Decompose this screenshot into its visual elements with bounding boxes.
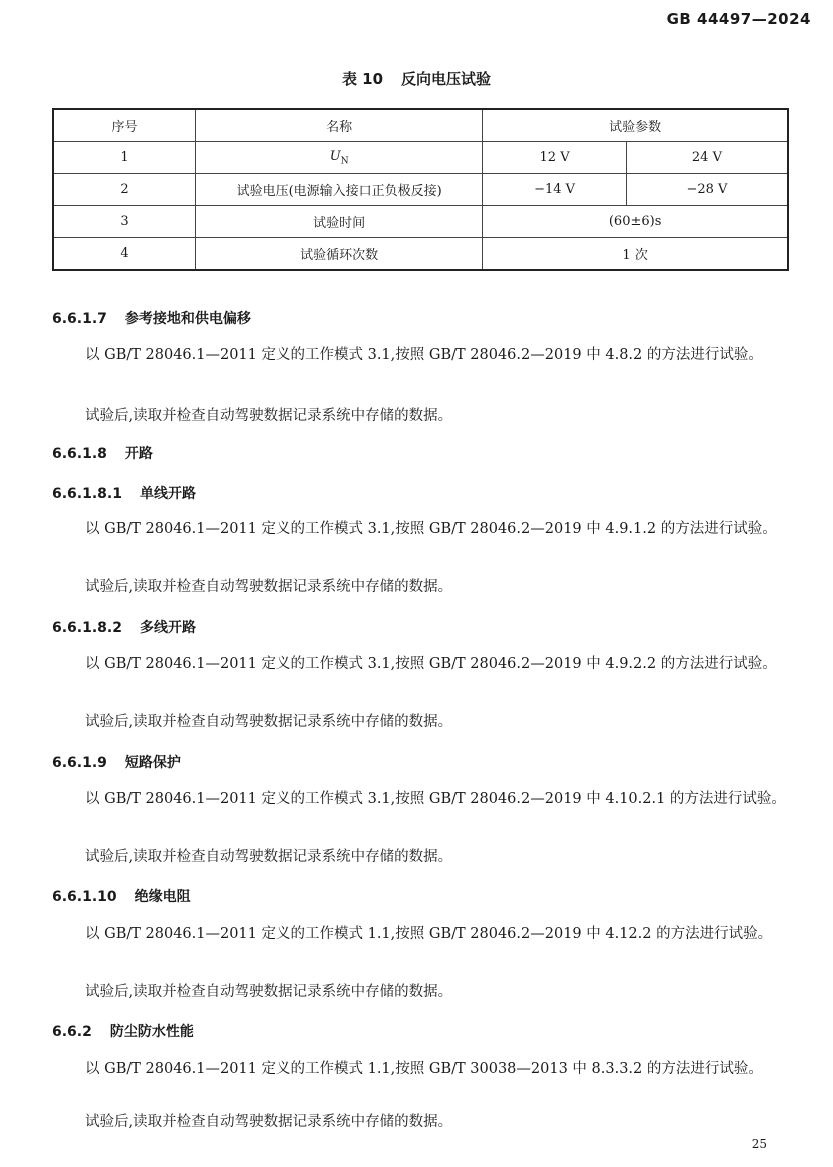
cell-value-24v: −28 V xyxy=(626,174,788,206)
cell-value-12v: 12 V xyxy=(483,142,627,174)
cell-value: (60±6)s xyxy=(483,206,788,238)
table-caption-text: 反向电压试验 xyxy=(401,70,492,88)
cell-value-24v: 24 V xyxy=(626,142,788,174)
section-after-text: 试验后,读取并检查自动驾驶数据记录系统中存储的数据。 xyxy=(85,579,453,595)
cell-name: 试验电压(电源输入接口正负极反接) xyxy=(196,174,483,206)
nominal-voltage-symbol: $U_N$ xyxy=(329,148,349,167)
section-heading: 6.6.1.10 绝缘电阻 xyxy=(52,889,191,905)
section-body: 以 GB/T 28046.1—2011 定义的工作模式 3.1,按照 GB/T 28046.2—2019 中 4.9.2.2 的方法进行试验。 xyxy=(85,656,777,672)
header-no: 序号 xyxy=(53,109,196,142)
reverse-voltage-table xyxy=(52,108,789,271)
cell-name: 试验循环次数 xyxy=(196,238,483,271)
section-after-text: 试验后,读取并检查自动驾驶数据记录系统中存储的数据。 xyxy=(85,714,453,730)
section-body: 以 GB/T 28046.1—2011 定义的工作模式 1.1,按照 GB/T 30038—2013 中 8.3.3.2 的方法进行试验。 xyxy=(85,1061,763,1077)
standard-number: GB 44497—2024 xyxy=(666,10,811,28)
cell-value: 1 次 xyxy=(483,238,788,271)
section-body: 以 GB/T 28046.1—2011 定义的工作模式 3.1,按照 GB/T 28046.2—2019 中 4.10.2.1 的方法进行试验。 xyxy=(85,791,786,807)
cell-no: 2 xyxy=(53,174,196,206)
cell-no: 1 xyxy=(53,142,196,174)
section-heading: 6.6.1.7 参考接地和供电偏移 xyxy=(52,311,251,327)
section-heading: 6.6.2 防尘防水性能 xyxy=(52,1024,194,1040)
cell-value-12v: −14 V xyxy=(483,174,627,206)
header-name: 名称 xyxy=(196,109,483,142)
page-number: 25 xyxy=(751,1137,767,1151)
cell-name: 试验时间 xyxy=(196,206,483,238)
section-heading: 6.6.1.8.1 单线开路 xyxy=(52,486,196,502)
table-row xyxy=(53,142,788,174)
cell-name xyxy=(196,142,483,174)
section-after-text: 试验后,读取并检查自动驾驶数据记录系统中存储的数据。 xyxy=(85,408,453,424)
table-header-row xyxy=(53,109,788,142)
section-after-text: 试验后,读取并检查自动驾驶数据记录系统中存储的数据。 xyxy=(85,849,453,865)
section-body: 以 GB/T 28046.1—2011 定义的工作模式 3.1,按照 GB/T 28046.2—2019 中 4.8.2 的方法进行试验。 xyxy=(85,347,763,363)
table-caption xyxy=(0,68,833,89)
section-heading: 6.6.1.8.2 多线开路 xyxy=(52,620,196,636)
cell-no: 3 xyxy=(53,206,196,238)
section-after-text: 试验后,读取并检查自动驾驶数据记录系统中存储的数据。 xyxy=(85,1114,453,1130)
table-row xyxy=(53,238,788,271)
table-row xyxy=(53,206,788,238)
header-params: 试验参数 xyxy=(483,109,788,142)
table-row xyxy=(53,174,788,206)
section-heading: 6.6.1.9 短路保护 xyxy=(52,755,181,771)
section-body: 以 GB/T 28046.1—2011 定义的工作模式 1.1,按照 GB/T 28046.2—2019 中 4.12.2 的方法进行试验。 xyxy=(85,926,773,942)
table-caption-label: 表 10 xyxy=(341,70,384,88)
section-body: 以 GB/T 28046.1—2011 定义的工作模式 3.1,按照 GB/T 28046.2—2019 中 4.9.1.2 的方法进行试验。 xyxy=(85,521,777,537)
cell-no: 4 xyxy=(53,238,196,271)
section-after-text: 试验后,读取并检查自动驾驶数据记录系统中存储的数据。 xyxy=(85,984,453,1000)
section-heading: 6.6.1.8 开路 xyxy=(52,446,153,462)
